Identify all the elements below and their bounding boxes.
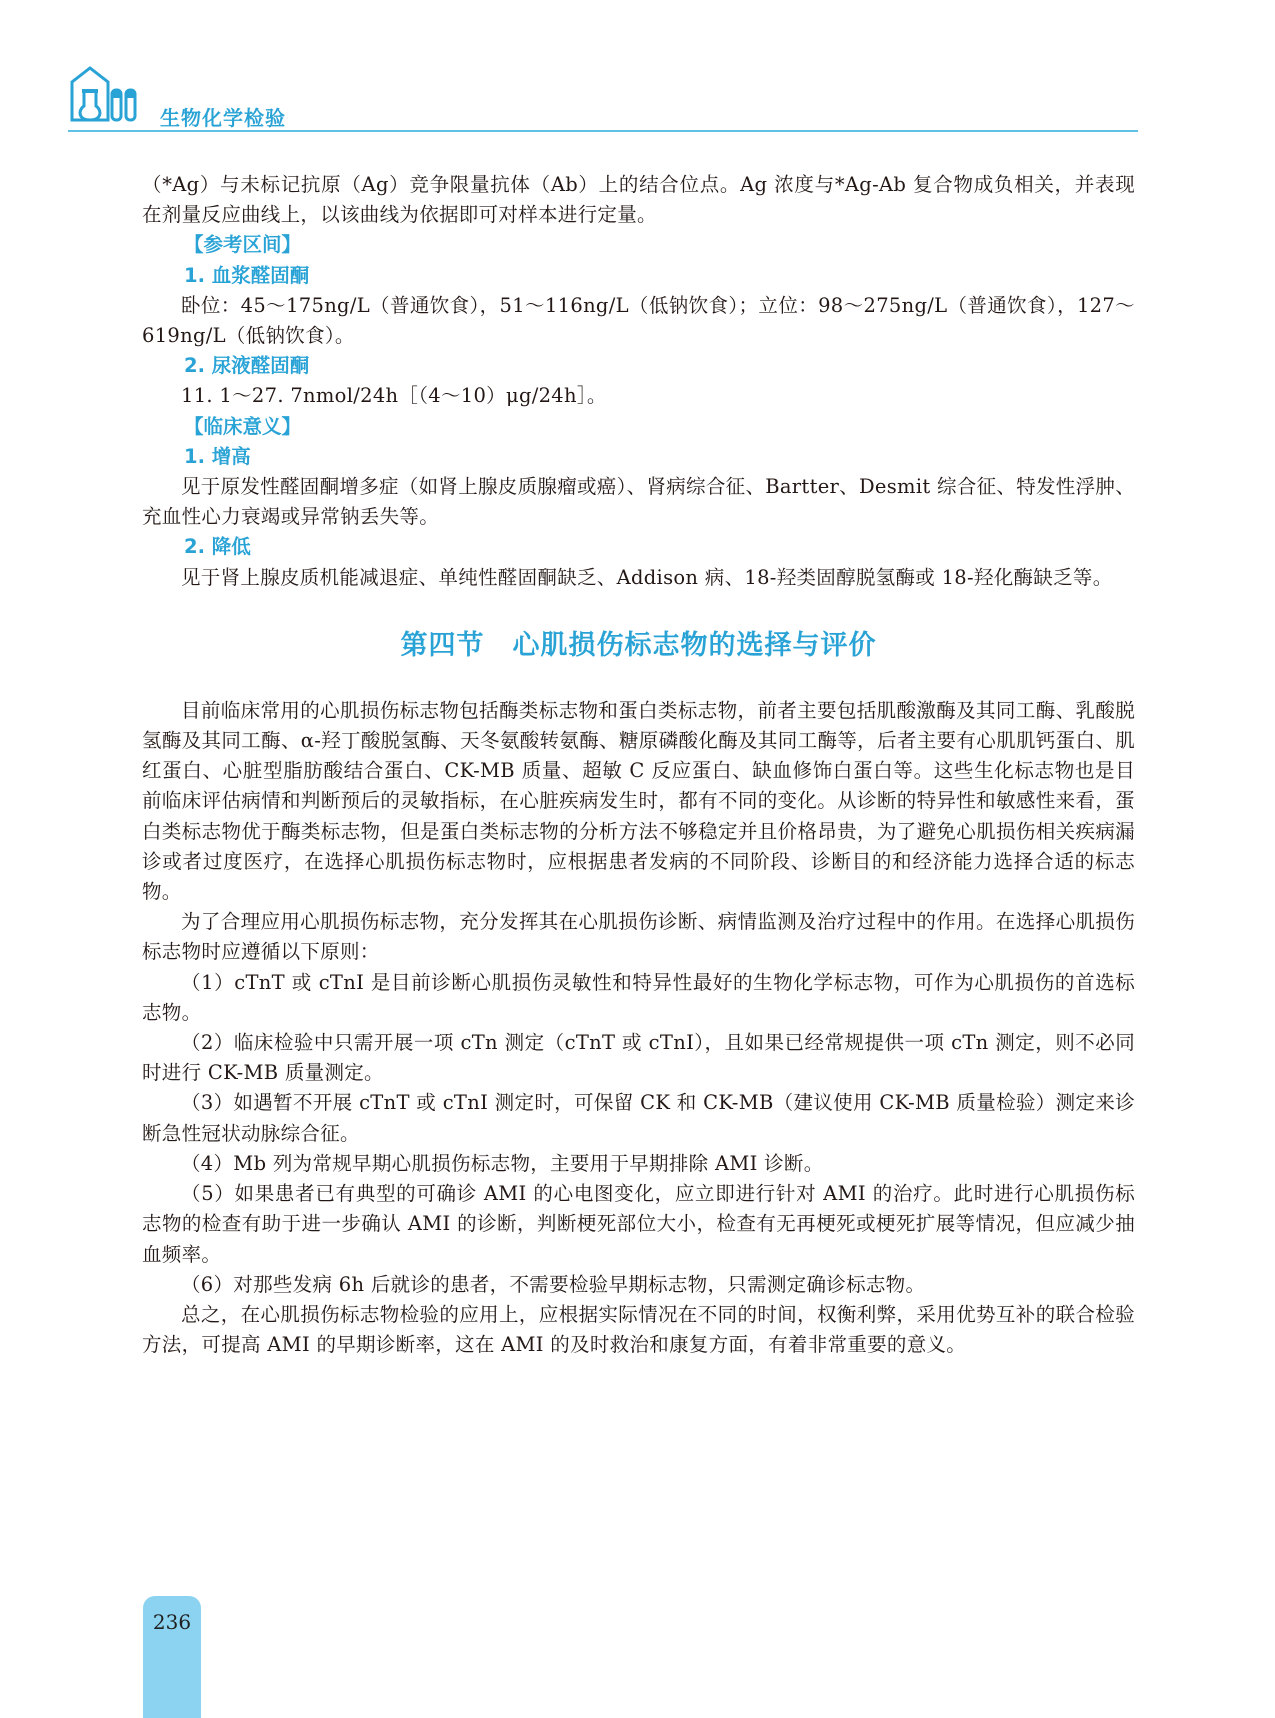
- decrease-text: 见于肾上腺皮质机能减退症、单纯性醛固酮缺乏、Addison 病、18-羟类固醇脱氢酶或 18-羟化酶缺乏等。: [181, 565, 1113, 589]
- principle-item: （2）临床检验中只需开展一项 cTn 测定（cTnT 或 cTnI），且如果已经常规提供一项 cTn 测定，则不必同时进行 CK-MB 质量测定。: [142, 1031, 1135, 1085]
- plasma-aldosterone-text: 卧位：45～175ng/L（普通饮食），51～116ng/L（低钠饮食）；立位：98～275ng/L（普通饮食），127～619ng/L（低钠饮食）。: [142, 293, 1135, 348]
- lab-flask-logo-icon: [68, 62, 148, 130]
- principle-item: （1）cTnT 或 cTnI 是目前诊断心肌损伤灵敏性和特异性最好的生物化学标志物，可作为心肌损伤的首选标志物。: [142, 970, 1135, 1024]
- principle-item: （6）对那些发病 6h 后就诊的患者，不需要检验早期标志物，只需测定确诊标志物。: [181, 1272, 926, 1296]
- page-number-tab: [143, 1596, 201, 1718]
- increase-text: 见于原发性醛固酮增多症（如肾上腺皮质腺瘤或癌）、肾病综合征、Bartter、Desmit 综合征、特发性浮肿、充血性心力衰竭或异常钠丢失等。: [142, 475, 1136, 529]
- conclusion-paragraph: 总之，在心肌损伤标志物检验的应用上，应根据实际情况在不同的时间，权衡利弊，采用优势互补的联合检验方法，可提高 AMI 的早期诊断率，这在 AMI 的及时救治和康复方面，有着非常重要的意义。: [142, 1302, 1135, 1357]
- page-content: [142, 170, 1135, 1360]
- principle-item: （5）如果患者已有典型的可确诊 AMI 的心电图变化，应立即进行针对 AMI 的治疗。此时进行心肌损伤标志物的检查有助于进一步确认 AMI 的诊断，判断梗死部位大小，检查有无再梗死或梗死扩展等情况，但应减少抽血频率。: [142, 1182, 1135, 1266]
- section-paragraph-2: 为了合理应用心肌损伤标志物，充分发挥其在心肌损伤诊断、病情监测及治疗过程中的作用。在选择心肌损伤标志物时应遵循以下原则：: [142, 910, 1135, 964]
- section-title-text: 心肌损伤标志物的选择与评价: [512, 629, 877, 661]
- intro-paragraph: （*Ag）与未标记抗原（Ag）竞争限量抗体（Ab）上的结合位点。Ag 浓度与*Ag-Ab 复合物成负相关，并表现在剂量反应曲线上，以该曲线为依据即可对样本进行定量。: [142, 173, 1135, 227]
- principle-item: （4）Mb 列为常规早期心肌损伤标志物，主要用于早期排除 AMI 诊断。: [181, 1151, 824, 1175]
- section-number: 第四节: [400, 629, 485, 661]
- decrease-heading: 2. 降低: [184, 535, 251, 559]
- reference-interval-label: 【参考区间】: [184, 233, 302, 257]
- page-number: 236: [152, 1610, 192, 1634]
- page-header: [68, 62, 1138, 132]
- urine-aldosterone-text: 11. 1～27. 7nmol/24h［（4～10）μg/24h］。: [181, 384, 607, 408]
- principle-item: （3）如遇暂不开展 cTnT 或 cTnI 测定时，可保留 CK 和 CK-MB（建议使用 CK-MB 质量检验）测定来诊断急性冠状动脉综合征。: [142, 1091, 1135, 1145]
- increase-heading: 1. 增高: [184, 444, 251, 468]
- urine-aldosterone-heading: 2. 尿液醛固酮: [184, 354, 310, 378]
- section-paragraph-1: 目前临床常用的心肌损伤标志物包括酶类标志物和蛋白类标志物，前者主要包括肌酸激酶及其同工酶、乳酸脱氢酶及其同工酶、α-羟丁酸脱氢酶、天冬氨酸转氨酶、糖原磷酸化酶及其同工酶等，后者主要有心肌肌钙蛋白、肌红蛋白、心脏型脂肪酸结合蛋白、CK-MB 质量、超敏 C 反应蛋白、缺血修饰白蛋白等。这些生化标志物也是目前临床评估病情和判断预后的灵敏指标，在心脏疾病发生时，都有不同的变化。从诊断的特异性和敏感性来看，蛋白类标志物优于酶类标志物，但是蛋白类标志物的分析方法不够稳定并且价格昂贵，为了避免心肌损伤相关疾病漏诊或者过度医疗，在选择心肌损伤标志物时，应根据患者发病的不同阶段、诊断目的和经济能力选择合适的标志物。: [142, 698, 1135, 904]
- plasma-aldosterone-heading: 1. 血浆醛固酮: [184, 263, 310, 287]
- book-title: 生物化学检验: [160, 106, 286, 130]
- clinical-significance-label: 【临床意义】: [184, 414, 302, 438]
- header-divider: [68, 130, 1138, 132]
- section-title: [142, 623, 1135, 662]
